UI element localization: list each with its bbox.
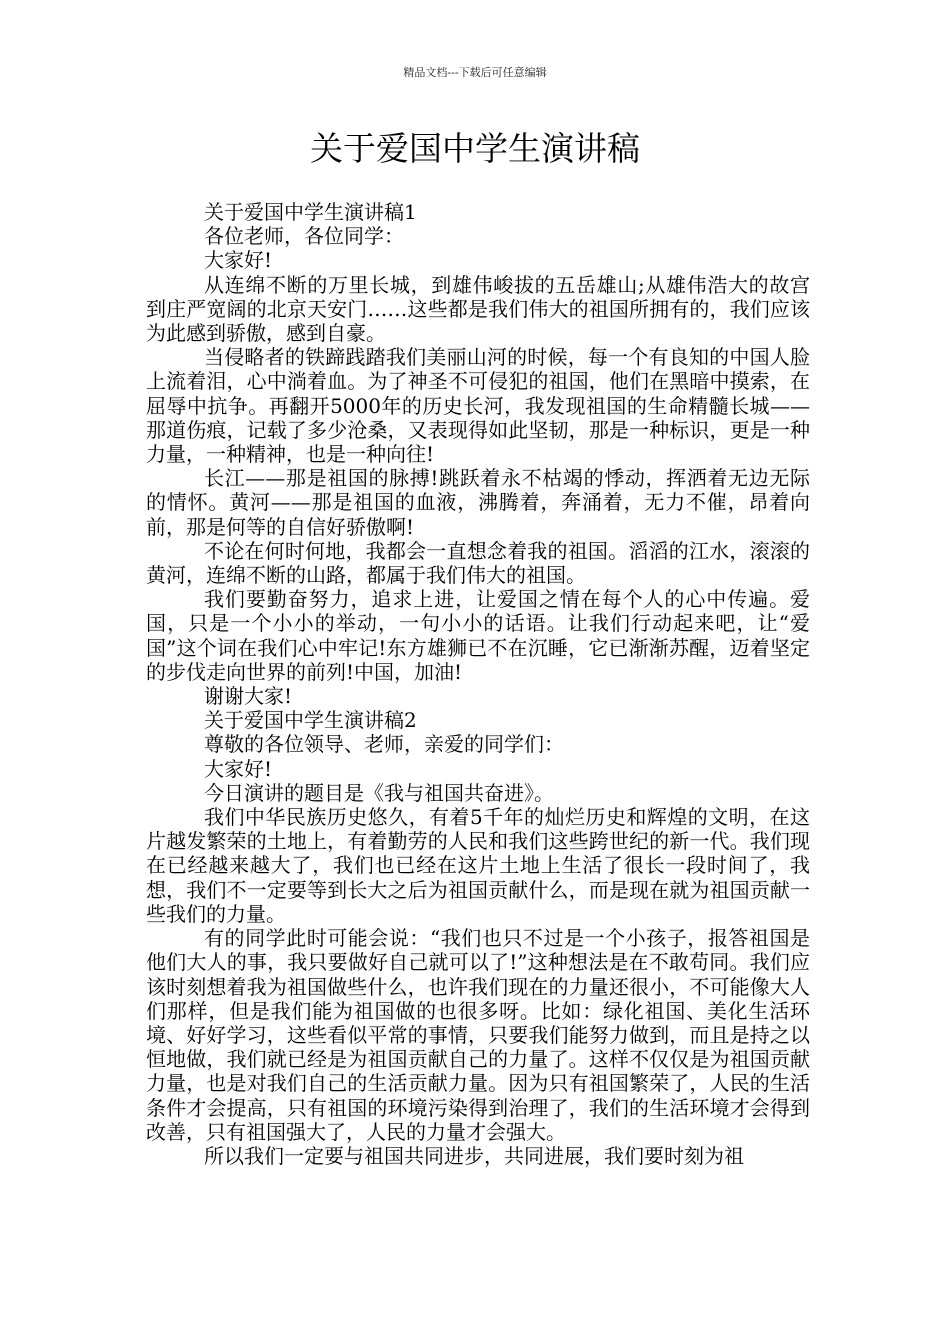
paragraph: 我们中华民族历史悠久，有着5千年的灿烂历史和辉煌的文明，在这片越发繁荣的土地上，有着勤劳的人民和我们这些跨世纪的新一代。我们现在已经越来越大了，我们也已经在这片土地上生活了很长一段时间了，我想，我们不一定要等到长大之后为祖国贡献什么，而是现在就为祖国贡献一些我们的力量。	[146, 805, 810, 926]
paragraph: 今日演讲的题目是《我与祖国共奋进》。	[204, 780, 554, 805]
paragraph: 所以我们一定要与祖国共同进步，共同进展，我们要时刻为祖	[204, 1143, 744, 1168]
greeting: 大家好!	[204, 248, 273, 273]
closing: 谢谢大家!	[204, 684, 293, 709]
document-body	[146, 200, 810, 1168]
salutation: 尊敬的各位领导、老师，亲爱的同学们：	[204, 732, 564, 757]
paragraph: 我们要勤奋努力，追求上进，让爱国之情在每个人的心中传遍。爱国，只是一个小小的举动，一句小小的话语。让我们行动起来吧，让“爱国”这个词在我们心中牢记!东方雄狮已不在沉睡，它已渐渐苏醒，迈着坚定的步伐走向世界的前列!中国，加油!	[146, 587, 810, 684]
paragraph: 当侵略者的铁蹄践踏我们美丽山河的时候，每一个有良知的中国人脸上流着泪，心中淌着血。为了神圣不可侵犯的祖国，他们在黑暗中摸索，在屈辱中抗争。再翻开5000年的历史长河，我发现祖国的生命精髓长城——那道伤痕，记载了多少沧桑，又表现得如此坚韧，那是一种标识，更是一种力量，一种精神，也是一种向往!	[146, 345, 810, 467]
salutation: 各位老师，各位同学：	[204, 224, 404, 249]
paragraph: 不论在何时何地，我都会一直想念着我的祖国。滔滔的江水，滚滚的黄河，连绵不断的山路，都属于我们伟大的祖国。	[146, 538, 810, 588]
section-heading-2: 关于爱国中学生演讲稿2	[204, 708, 417, 733]
document-title: 关于爱国中学生演讲稿	[310, 129, 640, 168]
section-heading-1: 关于爱国中学生演讲稿1	[204, 200, 417, 224]
header-note: 精品文档---下载后可任意编辑	[403, 66, 547, 79]
paragraph: 长江——那是祖国的脉搏!跳跃着永不枯竭的悸动，挥洒着无边无际的情怀。黄河——那是祖国的血液，沸腾着，奔涌着，无力不催，昂着向前，那是何等的自信好骄傲啊!	[146, 466, 810, 539]
greeting: 大家好!	[204, 756, 273, 781]
paragraph: 从连绵不断的万里长城，到雄伟峻拔的五岳雄山;从雄伟浩大的故宫到庄严宽阔的北京天安门……这些都是我们伟大的祖国所拥有的，我们应该为此感到骄傲，感到自豪。	[146, 272, 810, 346]
paragraph: 有的同学此时可能会说：“我们也只不过是一个小孩子，报答祖国是他们大人的事，我只要做好自己就可以了!”这种想法是在不敢苟同。我们应该时刻想着我为祖国做些什么，也许我们现在的力量还很小，不可能像大人们那样，但是我们能为祖国做的也很多呀。比如：绿化祖国、美化生活环境、好好学习，这些看似平常的事情，只要我们能努力做到，而且是持之以恒地做，我们就已经是为祖国贡献自己的力量了。这样不仅仅是为祖国贡献力量，也是对我们自己的生活贡献力量。因为只有祖国繁荣了，人民的生活条件才会提高，只有祖国的环境污染得到治理了，我们的生活环境才会得到改善，只有祖国强大了，人民的力量才会强大。	[146, 926, 810, 1144]
